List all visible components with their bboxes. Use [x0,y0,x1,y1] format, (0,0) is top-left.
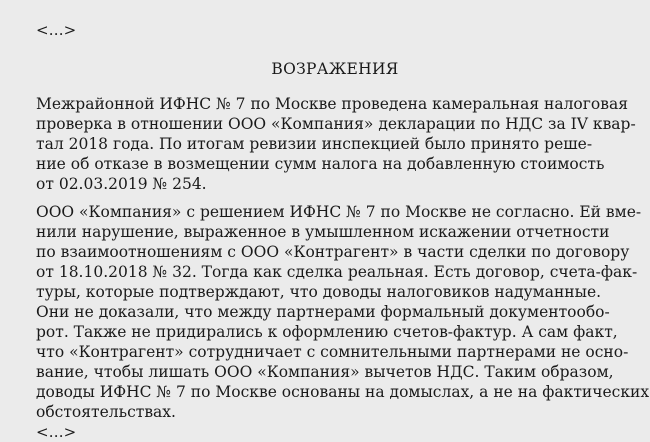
ellipsis-bottom: <…> [36,423,77,441]
paragraph-2-line: Они не доказали, что между партнерами формальный документообо- [36,303,610,321]
paragraph-2-line: ООО «Компания» с решением ИФНС № 7 по Москве не согласно. Ей вме- [36,203,642,221]
document-title: ВОЗРАЖЕНИЯ [271,60,399,78]
paragraph-2-line: обстоятельствах. [36,403,176,421]
paragraph-2-line: что «Контрагент» сотрудничает с сомнительными партнерами не осно- [36,343,629,361]
paragraph-2 [36,202,650,422]
paragraph-2-line: доводы ИФНС № 7 по Москве основаны на домыслах, а не на фактических [36,383,650,401]
ellipsis-top: <…> [36,21,77,39]
paragraph-1 [36,94,634,194]
paragraph-2-line: по взаимоотношениям с ООО «Контрагент» в части сделки по договору [36,243,630,261]
paragraph-2-line: вание, чтобы лишать ООО «Компания» вычетов НДС. Таким образом, [36,363,614,381]
paragraph-1-line: ние об отказе в возмещении сумм налога на добавленную стоимость [36,155,605,173]
paragraph-2-line: нили нарушение, выраженное в умышленном искажении отчетности [36,223,610,241]
paragraph-1-line: от 02.03.2019 № 254. [36,175,207,193]
paragraph-1-line: тал 2018 года. По итогам ревизии инспекцией было принято реше- [36,135,593,153]
paragraph-2-line: туры, которые подтверждают, что доводы налоговиков надуманные. [36,283,602,301]
paragraph-1-line: проверка в отношении ООО «Компания» декларации по НДС за IV квар- [36,115,636,133]
paragraph-2-line: рот. Также не придирались к оформлению счетов-фактур. А сам факт, [36,323,618,341]
paragraph-2-line: от 18.10.2018 № 32. Тогда как сделка реальная. Есть договор, счета-фак- [36,263,638,281]
paragraph-1-line: Межрайонной ИФНС № 7 по Москве проведена камеральная налоговая [36,95,628,113]
